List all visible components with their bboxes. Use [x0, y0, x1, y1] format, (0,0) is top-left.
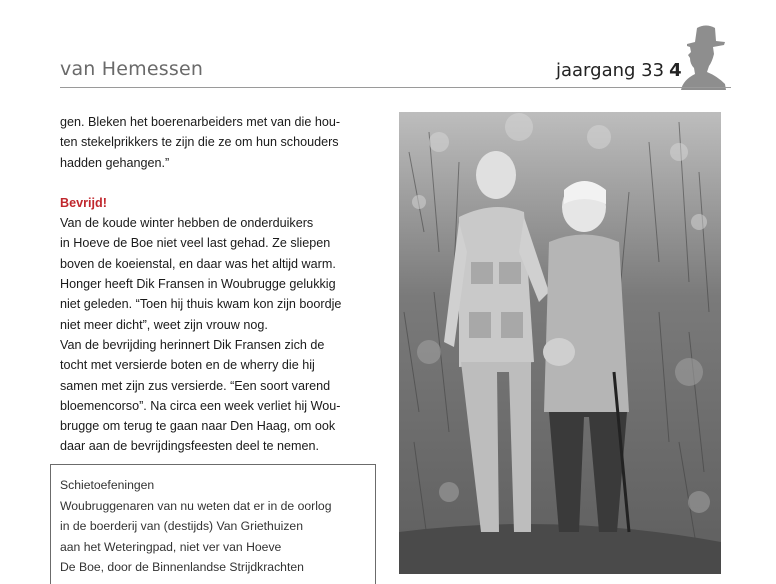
paragraph-line: daar aan de bevrijdingsfeesten deel te nemen. [60, 439, 320, 454]
paragraph-line: Van de bevrijding herinnert Dik Fransen zich de [60, 337, 325, 352]
paragraph-line: samen met zijn zus versierde. “Een soort varend [60, 378, 331, 393]
paragraph-line: niet meer dicht”, weet zijn vrouw nog. [60, 317, 268, 332]
volume-label: jaargang 33 [556, 60, 665, 81]
header-rule [60, 87, 731, 88]
intro-line: gen. Bleken het boerenarbeiders met van die hou- [60, 115, 341, 129]
section-heading: Bevrijd! [60, 195, 107, 210]
paragraph-line: bloemencorso”. Na circa een week verliet hij Wou- [60, 398, 341, 413]
box-line: aan het Weteringpad, niet ver van Hoeve [60, 539, 282, 554]
box-line: Woubruggenaren van nu weten dat er in de oorlog [60, 498, 332, 513]
paragraph-line: tocht met versierde boten en de wherry die hij [60, 358, 315, 373]
sidebar-box [50, 464, 376, 584]
box-line: De Boe, door de Binnenlandse Strijdkrachten [60, 560, 304, 575]
page-number: 4 [669, 60, 682, 81]
issue-label [556, 60, 682, 81]
paragraph-line: boven de koeienstal, en daar was het altijd warm. [60, 256, 336, 271]
author-name: van Hemessen [60, 58, 204, 80]
elderly-couple-photo [399, 112, 721, 574]
paragraph-line: brugge om terug te gaan naar Den Haag, om ook [60, 419, 336, 434]
man-in-hat-silhouette-icon [673, 22, 731, 90]
intro-line: ten stekelprikkers te zijn die ze om hun schouders [60, 135, 339, 150]
box-line: in de boerderij van (destijds) Van Griethuizen [60, 519, 303, 534]
article-body [60, 112, 380, 457]
paragraph-line: Van de koude winter hebben de onderduikers [60, 216, 314, 231]
paragraph-line: Honger heeft Dik Fransen in Woubrugge gelukkig [60, 277, 336, 292]
paragraph-line: niet geleden. “Toen hij thuis kwam kon zijn boordje [60, 297, 342, 312]
paragraph-line: in Hoeve de Boe niet veel last gehad. Ze sliepen [60, 236, 331, 251]
intro-line: hadden gehangen.” [60, 155, 170, 170]
box-title: Schietoefeningen [60, 478, 155, 492]
